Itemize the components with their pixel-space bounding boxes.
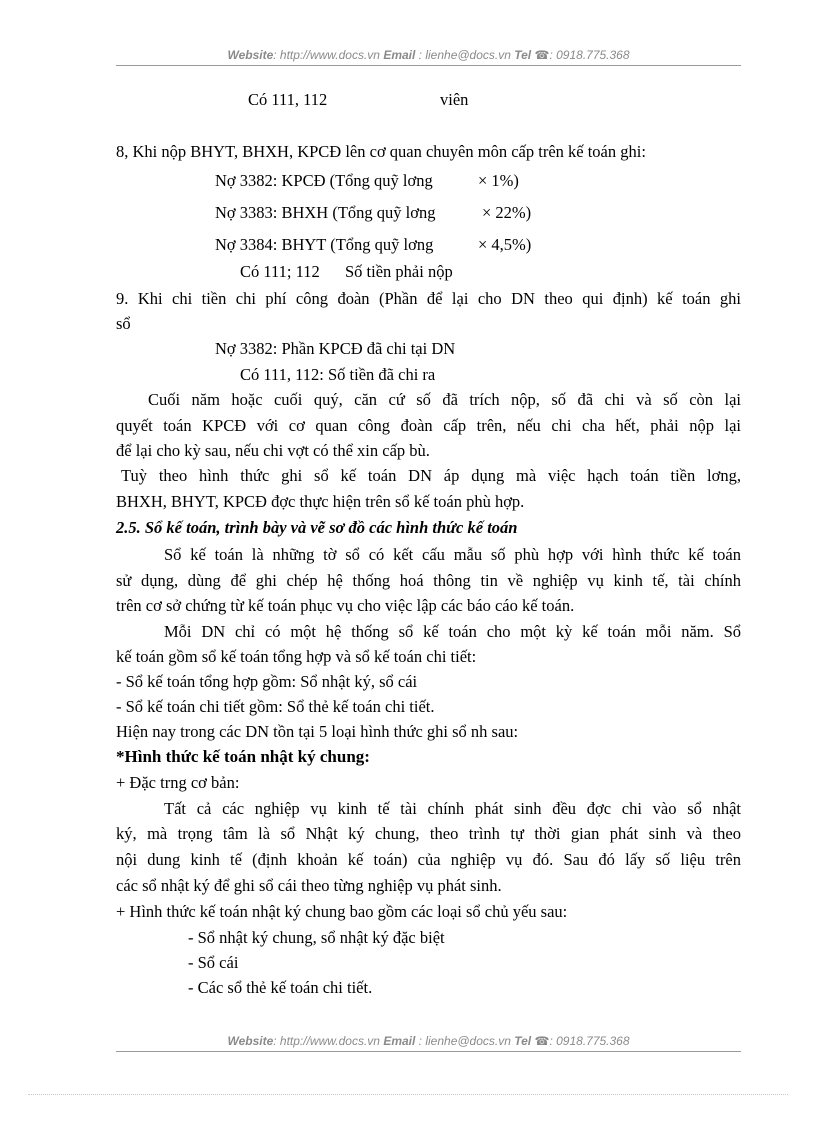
item-9: 9. Khi chi tiền chi phí công đoàn (Phần để lại cho DN theo qui định) kế toán ghi xyxy=(116,289,741,308)
email-address[interactable]: : lienhe@docs.vn xyxy=(418,48,511,62)
paragraph-hien-nay: Hiện nay trong các DN tồn tại 5 loại hình thức ghi sổ nh sau: xyxy=(116,722,519,741)
tel-number: : 0918.775.368 xyxy=(549,48,630,62)
website-url[interactable]: : http://www.docs.vn xyxy=(273,48,380,62)
paragraph-moi-dn-1: Mỗi DN chỉ có một hệ thống sổ kế toán cho một kỳ kế toán mỗi năm. Sổ xyxy=(164,622,741,641)
entry-no-3383: Nợ 3383: BHXH (Tổng quỹ lơng xyxy=(215,203,436,222)
entry-co-111-112: Có 111; 112 xyxy=(240,262,320,281)
website-label: Website xyxy=(227,1034,274,1048)
paragraph-tat-ca-2: ký, mà trọng tâm là sổ Nhật ký chung, theo trình tự thời gian phát sinh và theo xyxy=(116,824,741,843)
paragraph-so-ke-toan-2: sử dụng, dùng để ghi chép hệ thống hoá thông tin về nghiệp vụ kinh tế, tài chính xyxy=(116,571,741,590)
phone-icon: ☎ xyxy=(534,48,550,62)
list-item-so-the: - Các sổ thẻ kế toán chi tiết. xyxy=(188,978,373,997)
list-item-so-cai: - Sổ cái xyxy=(188,953,239,972)
paragraph-tat-ca-3: nội dung kinh tế (định khoản kế toán) của nghiệp vụ đó. Sau đó lấy số liệu trên xyxy=(116,850,741,869)
entry-no-3382: Nợ 3382: KPCĐ (Tổng quỹ lơng xyxy=(215,171,433,190)
list-item-chi-tiet: - Sổ kế toán chi tiết gồm: Sổ thẻ kế toán chi tiết. xyxy=(116,697,435,716)
item-9-cont: sổ xyxy=(116,314,131,333)
list-item-so-nhat-ky: - Sổ nhật ký chung, sổ nhật ký đặc biệt xyxy=(188,928,445,947)
entry-no-3384-rate: × 4,5%) xyxy=(478,235,532,254)
phone-icon: ☎ xyxy=(534,1034,550,1048)
website-label: Website xyxy=(227,48,274,62)
tel-number: : 0918.775.368 xyxy=(549,1034,630,1048)
line-vien: viên xyxy=(440,90,469,109)
paragraph-tuy-theo-1: Tuỳ theo hình thức ghi sổ kế toán DN áp dụng mà việc hạch toán tiền lơng, xyxy=(121,466,741,485)
email-address[interactable]: : lienhe@docs.vn xyxy=(418,1034,511,1048)
subheading-bao-gom: + Hình thức kế toán nhật ký chung bao gồm các loại sổ chủ yếu sau: xyxy=(116,902,568,921)
paragraph-so-ke-toan-3: trên cơ sở chứng từ kế toán phục vụ cho việc lập các báo cáo kế toán. xyxy=(116,596,575,615)
paragraph-so-ke-toan-1: Sổ kế toán là những tờ sổ có kết cấu mẫu số phù hợp với hình thức kế toán xyxy=(164,545,741,564)
entry-no-3383-rate: × 22%) xyxy=(482,203,532,222)
paragraph-cuoi-nam-3: để lại cho kỳ sau, nếu chi vợt có thể xin cấp bù. xyxy=(116,441,430,460)
page-header xyxy=(116,48,741,66)
heading-nhat-ky-chung: *Hình thức kế toán nhật ký chung: xyxy=(116,747,370,766)
item-8: 8, Khi nộp BHYT, BHXH, KPCĐ lên cơ quan chuyên môn cấp trên kế toán ghi: xyxy=(116,142,646,161)
tel-label: Tel xyxy=(514,48,532,62)
page-footer xyxy=(116,1034,741,1052)
paragraph-cuoi-nam-1: Cuối năm hoặc cuối quý, căn cứ số đã trích nộp, số đã chi và số còn lại xyxy=(148,390,741,409)
entry-no-3382-rate: × 1%) xyxy=(478,171,519,190)
tel-label: Tel xyxy=(514,1034,532,1048)
paragraph-tat-ca-1: Tất cả các nghiệp vụ kinh tế tài chính phát sinh đều đợc chi vào sổ nhật xyxy=(164,799,741,818)
entry-no-3382-dn: Nợ 3382: Phần KPCĐ đã chi tại DN xyxy=(215,339,456,358)
subheading-dac-trung: + Đặc trng cơ bản: xyxy=(116,773,240,792)
entry-co-111-112-chi: Có 111, 112: Số tiền đã chi ra xyxy=(240,365,436,384)
paragraph-tat-ca-4: các sổ nhật ký để ghi sổ cái theo từng nghiệp vụ phát sinh. xyxy=(116,876,502,895)
email-label: Email xyxy=(383,48,416,62)
paragraph-cuoi-nam-2: quyết toán KPCĐ với cơ quan công đoàn cấp trên, nếu chi cha hết, phải nộp lại xyxy=(116,416,741,435)
section-heading-2-5: 2.5. Sổ kế toán, trình bày và vẽ sơ đồ các hình thức kế toán xyxy=(116,518,518,537)
entry-so-tien-phai-nop: Số tiền phải nộp xyxy=(345,262,453,281)
list-item-tong-hop: - Sổ kế toán tổng hợp gồm: Sổ nhật ký, sổ cái xyxy=(116,672,418,691)
line-co-111-112: Có 111, 112 xyxy=(248,90,328,109)
email-label: Email xyxy=(383,1034,416,1048)
paragraph-moi-dn-2: kế toán gồm sổ kế toán tổng hợp và sổ kế toán chi tiết: xyxy=(116,647,477,666)
paragraph-tuy-theo-2: BHXH, BHYT, KPCĐ đợc thực hiện trên sổ kế toán phù hợp. xyxy=(116,492,525,511)
page-edge-divider xyxy=(28,1094,788,1095)
entry-no-3384: Nợ 3384: BHYT (Tổng quỹ lơng xyxy=(215,235,434,254)
website-url[interactable]: : http://www.docs.vn xyxy=(273,1034,380,1048)
